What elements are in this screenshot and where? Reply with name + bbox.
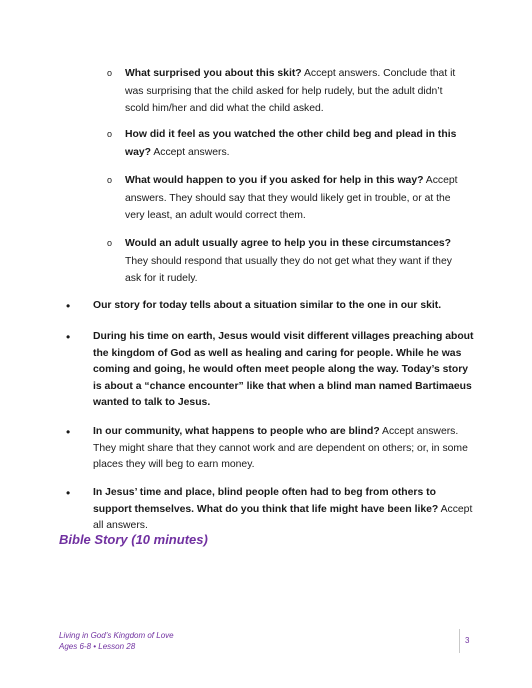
bullet-marker: •	[66, 330, 71, 344]
sub-item-4	[107, 235, 467, 288]
answer-text: Accept answers. They should say that they would likely get in trouble, or at the very least, an adult would correct them.	[125, 175, 458, 221]
normal-text: Accept answers. They might share that they cannot work and are dependent on others; or, in some places they will beg to earn money.	[93, 426, 468, 470]
sub-item-2	[107, 126, 467, 161]
footer-divider	[459, 629, 460, 653]
question-text: How did it feel as you watched the other child beg and plead in this way?	[125, 129, 457, 158]
bold-text: Our story for today tells about a situation similar to the one in our skit.	[93, 300, 442, 311]
bullet-item-1	[66, 298, 476, 315]
section-heading: Bible Story (10 minutes)	[59, 532, 208, 547]
question-text: What would happen to you if you asked for help in this way?	[125, 175, 424, 186]
bullet-marker: •	[66, 425, 71, 439]
answer-text: Accept answers.	[151, 146, 230, 158]
footer-subtitle: Ages 6-8 • Lesson 28	[59, 641, 136, 651]
sub-item-1	[107, 65, 467, 118]
circle-marker: o	[107, 238, 113, 248]
sub-item-3	[107, 172, 467, 225]
question-text: Would an adult usually agree to help you in these circumstances?	[125, 238, 452, 249]
footer	[59, 631, 174, 652]
bullet-marker: •	[66, 486, 71, 500]
bold-text: In Jesus’ time and place, blind people often had to beg from others to support themselves. What do you think that life might have been like?	[93, 487, 439, 515]
page-number: 3	[465, 636, 470, 645]
bullet-item-2	[66, 329, 476, 412]
bold-text: In our community, what happens to people who are blind?	[93, 426, 380, 437]
circle-marker: o	[107, 129, 113, 139]
circle-marker: o	[107, 175, 113, 185]
normal-text: Accept all answers.	[93, 503, 473, 531]
bullet-marker: •	[66, 299, 71, 313]
answer-text: They should respond that usually they do not get what they want if they ask for it rudely.	[125, 255, 452, 284]
answer-text: Accept answers. Conclude that it was surprising that the child asked for help rudely, but the adult didn’t scold him/her and did what the child asked.	[125, 68, 456, 114]
footer-title: Living in God’s Kingdom of Love	[59, 631, 174, 640]
question-text: What surprised you about this skit?	[125, 68, 302, 79]
bullet-item-4	[66, 485, 476, 535]
bold-text: During his time on earth, Jesus would visit different villages preaching about the kingdom of God as well as healing and caring for people. While he was coming and going, he would often meet people along the way. Today’s story is about a “chance encounter” like that when a blind man named Bartimaeus wanted to talk to Jesus.	[93, 331, 474, 408]
circle-marker: o	[107, 68, 113, 78]
bullet-item-3	[66, 424, 476, 474]
